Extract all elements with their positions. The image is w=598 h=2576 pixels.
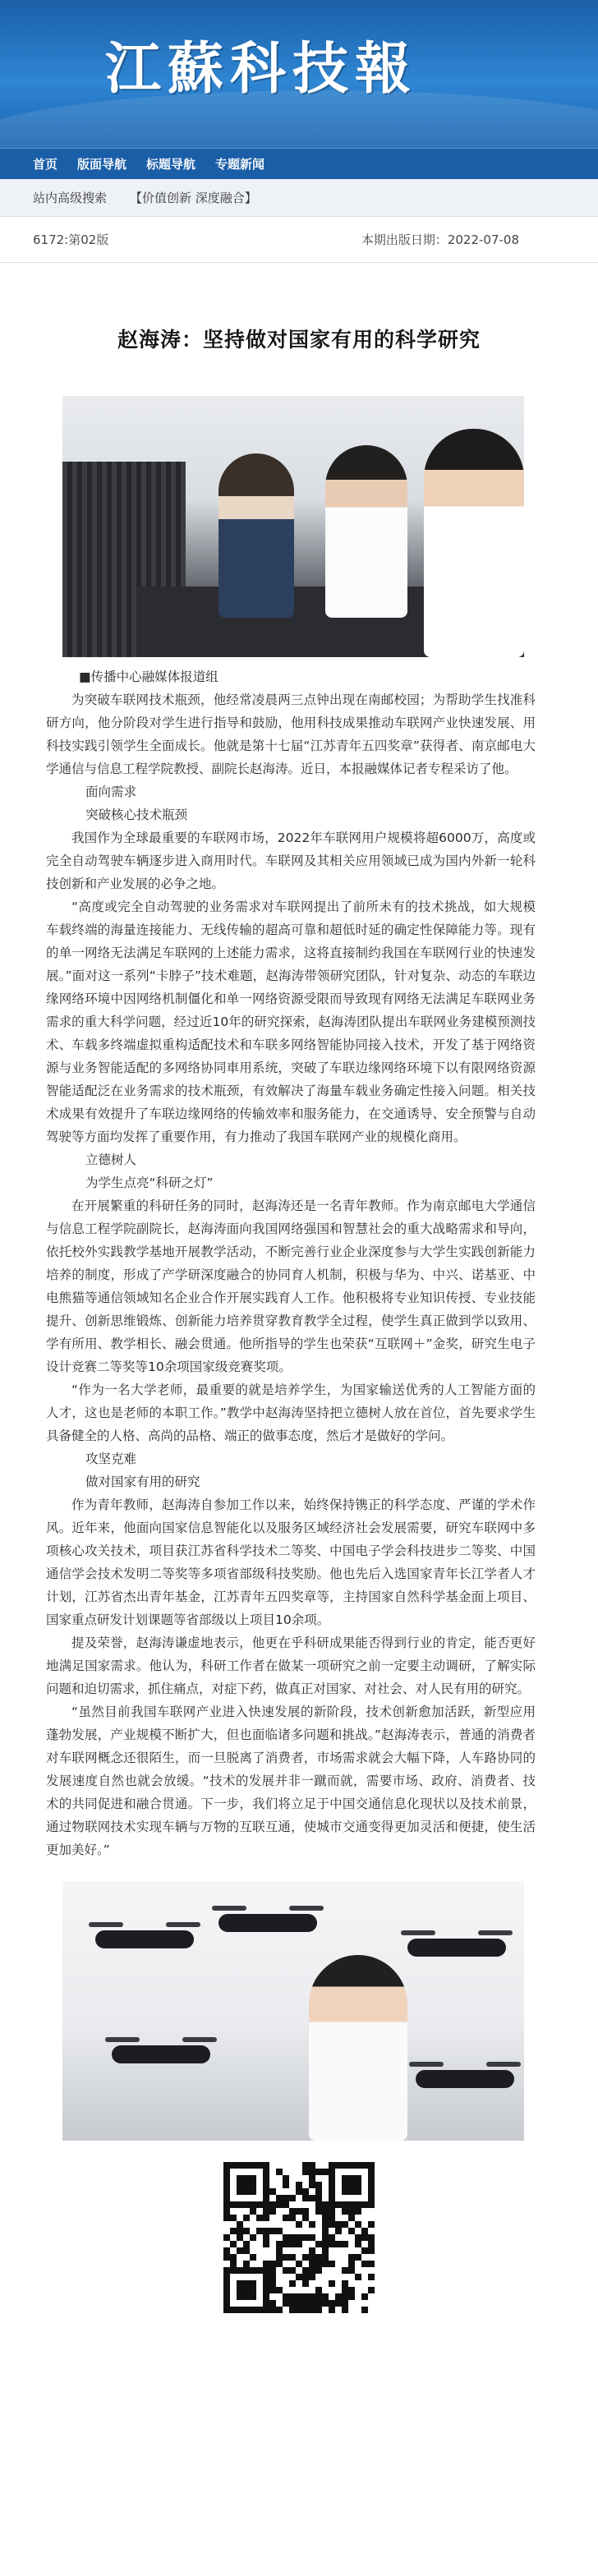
masthead xyxy=(0,0,598,148)
paragraph: “虽然目前我国车联网产业进入快速发展的新阶段，技术创新愈加活跃，新型应用蓬勃发展，产业规模不断扩大，但也面临诸多问题和挑战。”赵海涛表示，普通的消费者对车联网概念还很陌生，而一旦脱离了消费者，市场需求就会大幅下降，人车路协同的发展速度自然也就会放缓。“技术的发展并非一蹴而就，需要市场、政府、消费者、技术的共同促进和融合贯通。下一步，我们将立足于中国交通信息化现状以及技术前景，通过物联网技术实现车辆与万物的互联互通，使城市交通变得更加灵活和便捷，使生活更加美好。” xyxy=(46,1704,536,1857)
qr-finder-top-left xyxy=(223,2162,269,2208)
section-heading: 面向需求 xyxy=(85,784,137,799)
edition-label: 6172:第02版 xyxy=(33,232,109,247)
issue-meta xyxy=(0,217,598,263)
section-heading: 攻坚克难 xyxy=(85,1451,137,1466)
article-body xyxy=(0,665,598,1861)
paragraph: 在开展繁重的科研任务的同时，赵海涛还是一名青年教师。作为南京邮电大学通信与信息工程学院副院长，赵海涛面向我国网络强国和智慧社会的重大战略需求和导向，依托校外实践教学基地开展教学活动，不断完善行业企业深度参与大学生实践创新能力培养的制度，形成了产学研深度融合的协同育人机制，积极与华为、中兴、诺基亚、中电熊猫等通信领域知名企业合作开展实践育人工作。他积极将专业知识传授、专业技能提升、创新思维锻炼、创新能力培养贯穿教育教学全过程，使学生真正做到学以致用、学有所用、教学相长、融会贯通。他所指导的学生也荣获“互联网＋”金奖，研究生电子设计竞赛二等奖等10余项国家级竞赛奖项。 xyxy=(46,1198,536,1374)
paragraph: 提及荣誉，赵海涛谦虚地表示，他更在乎科研成果能否得到行业的肯定，能否更好地满足国家需求。他认为，科研工作者在做某一项研究之前一定要主动调研，了解实际问题和迫切需求，抓住痛点，对症下药，做真正对国家、对社会、对人民有用的研究。 xyxy=(46,1635,536,1696)
nav-layout[interactable]: 版面导航 xyxy=(77,157,127,172)
qr-finder-bottom-left xyxy=(223,2267,269,2313)
newspaper-logo: 江蘇科技報 xyxy=(105,36,418,102)
section-subheading: 突破核心技术瓶颈 xyxy=(85,807,188,822)
qr-code[interactable] xyxy=(223,2162,375,2313)
top-nav xyxy=(0,148,598,179)
qr-finder-top-right xyxy=(329,2162,375,2208)
search-bar xyxy=(0,179,598,217)
article-title: 赵海涛：坚持做对国家有用的科学研究 xyxy=(117,328,481,352)
page-bottom-spacer xyxy=(0,2313,598,2346)
nav-titles[interactable]: 标题导航 xyxy=(146,157,196,172)
photo-person-researcher xyxy=(309,1955,407,2141)
section-subheading: 为学生点亮“科研之灯” xyxy=(85,1175,214,1190)
section-heading: 立德树人 xyxy=(85,1152,137,1167)
article-photo-drones xyxy=(62,1881,524,2141)
nav-special[interactable]: 专题新闻 xyxy=(215,157,265,172)
photo-person-foreground xyxy=(424,429,524,657)
slogan: 【价值创新 深度融合】 xyxy=(130,191,257,205)
paragraph: 我国作为全球最重要的车联网市场，2022年车联网用户规模将超6000万，高度或完全自动驾驶车辆逐步进入商用时代。车联网及其相关应用领域已成为国内外新一轮科技创新和产业发展的必争之地。 xyxy=(46,830,536,891)
paragraph: “作为一名大学老师，最重要的就是培养学生，为国家输送优秀的人工智能方面的人才，这也是老师的本职工作。”教学中赵海涛坚持把立德树人放在首位，首先要求学生具备健全的人格、高尚的品格、端正的做事态度，然后才是做好的学问。 xyxy=(46,1382,536,1443)
advanced-search-link[interactable]: 站内高级搜索 xyxy=(33,191,108,205)
drone-1 xyxy=(95,1930,194,1948)
photo-caption: ■传播中心融媒体报道组 xyxy=(79,669,218,684)
paragraph: 作为青年教师，赵海涛自参加工作以来，始终保持镌正的科学态度、严谨的学术作风。近年来，他面向国家信息智能化以及服务区域经济社会发展需要，研究车联网中多项核心攻关技术，项目获江苏省科学技术二等奖、中国电子学会科技进步二等奖、中国通信学会技术发明二等奖等多项省部级科技奖励。他也先后入选国家青年长江学者人才计划，江苏省杰出青年基金，江苏青年五四奖章等，主持国家自然科学基金面上项目、国家重点研发计划课题等省部级以上项目10余项。 xyxy=(46,1497,536,1627)
drone-3 xyxy=(407,1939,506,1957)
paragraph: 为突破车联网技术瓶颈，他经常凌晨两三点钟出现在南邮校园；为帮助学生找准科研方向，他分阶段对学生进行指导和鼓励，他用科技成果推动车联网产业快速发展、用科技实践引领学生全面成长。他就是第十七届“江苏青年五四奖章”获得者、南京邮电大学通信与信息工程学院教授、副院长赵海涛。近日，本报融媒体记者专程采访了他。 xyxy=(46,692,536,776)
photo-person-woman xyxy=(218,453,294,618)
publish-date: 本期出版日期：2022-07-08 xyxy=(361,232,519,247)
nav-home[interactable]: 首页 xyxy=(33,157,58,172)
article-photo-lab xyxy=(62,396,524,657)
photo-person-man xyxy=(325,445,407,618)
drone-5 xyxy=(416,2070,514,2088)
paragraph: “高度或完全自动驾驶的业务需求对车联网提出了前所未有的技术挑战，如大规模车载终端的海量连接能力、无线传输的超高可靠和超低时延的确定性保障能力等。现有的单一网络无法满足车联网的上述能力需求，这将直接制约我国在车联网行业的快速发展。”面对这一系列“卡脖子”技术难题，赵海涛带领研究团队，针对复杂、动态的车联边缘网络环境中因网络机制僵化和单一网络资源受限而导致现有网络无法满足车联网业务需求的重大科学问题，经过近10年的研究探索，赵海涛团队提出车联网业务建模预测技术、车载多终端虚拟重构适配技术和车联多网络智能协同接入技术，开发了基于网络资源与业务智能适配的多网络协同車用系统，突破了车联边缘网络环境下以有限网络资源智能适配泛在业务需求的技术瓶颈，有效解决了海量车载业务确定性接入问题。相关技术成果有效提升了车联边缘网络的传输效率和服务能力，在交通诱导、安全预警与自动驾驶等方面均发挥了重要作用，有力推动了我国车联网产业的规模化商用。 xyxy=(46,899,536,1144)
drone-4 xyxy=(112,2045,210,2063)
drone-2 xyxy=(218,1914,317,1932)
section-subheading: 做对国家有用的研究 xyxy=(85,1474,200,1489)
